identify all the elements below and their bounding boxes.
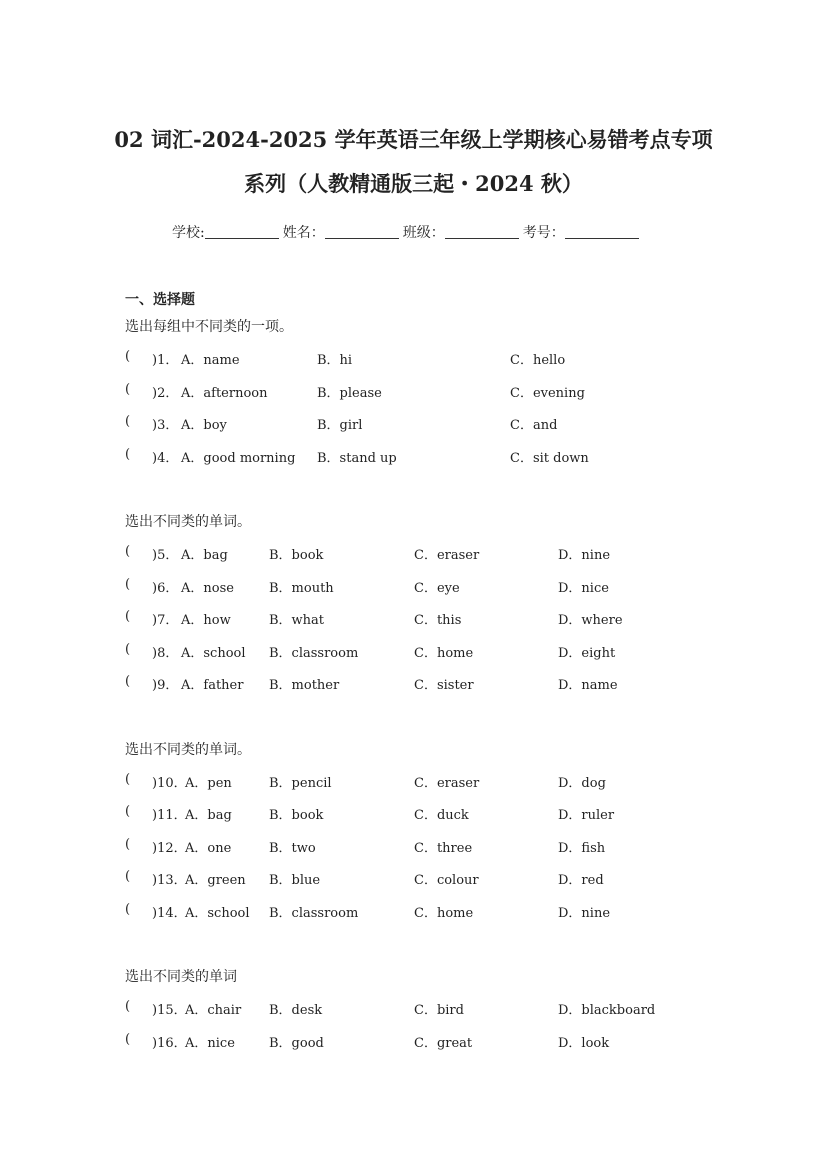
- question-row: [125, 804, 725, 824]
- answer-paren[interactable]: (: [125, 382, 131, 397]
- page-title: 02 词汇-2024-2025 学年英语三年级上学期核心易错考点专项: [114, 127, 713, 152]
- answer-paren[interactable]: (: [125, 577, 131, 592]
- option-b: B．blue: [269, 873, 321, 888]
- question-number: )13．: [152, 873, 187, 888]
- question-row: [125, 609, 725, 629]
- answer-paren[interactable]: (: [125, 1032, 131, 1047]
- question-number: )3．: [152, 418, 179, 433]
- option-d: D．dog: [558, 776, 606, 791]
- section-title: 一、选择题: [125, 292, 195, 308]
- option-a: A．boy: [181, 418, 227, 433]
- option-c: C．bird: [414, 1003, 464, 1018]
- group-instruction: 选出每组中不同类的一项。: [125, 319, 293, 335]
- answer-paren[interactable]: (: [125, 447, 131, 462]
- option-d: D．blackboard: [558, 1003, 656, 1018]
- question-number: )1．: [152, 353, 179, 368]
- question-row: [125, 999, 725, 1019]
- option-c: C．great: [414, 1036, 473, 1051]
- option-d: D．ruler: [558, 808, 615, 823]
- question-row: [125, 1032, 725, 1052]
- question-number: )7．: [152, 613, 179, 628]
- option-b: B．what: [269, 613, 325, 628]
- question-row: [125, 544, 725, 564]
- answer-paren[interactable]: (: [125, 349, 131, 364]
- option-c: C．eraser: [414, 776, 480, 791]
- option-a: A．green: [185, 873, 246, 888]
- option-c: C．this: [414, 613, 462, 628]
- page-subtitle: 系列（人教精通版三起・2024 秋）: [244, 171, 583, 196]
- option-d: D．name: [558, 678, 618, 693]
- answer-paren[interactable]: (: [125, 674, 131, 689]
- number-blank[interactable]: [565, 224, 639, 239]
- option-b: B．book: [269, 808, 324, 823]
- option-a: A．school: [185, 906, 250, 921]
- option-b: B．classroom: [269, 906, 359, 921]
- option-b: B．book: [269, 548, 324, 563]
- answer-paren[interactable]: (: [125, 609, 131, 624]
- group-instruction: 选出不同类的单词。: [125, 742, 251, 758]
- option-d: D．look: [558, 1036, 610, 1051]
- question-number: )16．: [152, 1036, 187, 1051]
- option-b: B．desk: [269, 1003, 323, 1018]
- name-blank[interactable]: [325, 224, 399, 239]
- question-row: [125, 869, 725, 889]
- option-b: B．mouth: [269, 581, 334, 596]
- option-b: B．hi: [317, 353, 353, 368]
- question-number: )4．: [152, 451, 179, 466]
- school-blank[interactable]: [205, 224, 279, 239]
- group-instruction: 选出不同类的单词。: [125, 514, 251, 530]
- option-a: A．pen: [185, 776, 232, 791]
- option-b: B．good: [269, 1036, 324, 1051]
- option-d: D．where: [558, 613, 623, 628]
- answer-paren[interactable]: (: [125, 902, 131, 917]
- class-blank[interactable]: [445, 224, 519, 239]
- option-b: B．pencil: [269, 776, 332, 791]
- option-b: B．girl: [317, 418, 363, 433]
- number-label: 考号：: [522, 225, 565, 241]
- option-b: B．two: [269, 841, 316, 856]
- answer-paren[interactable]: (: [125, 642, 131, 657]
- option-d: D．red: [558, 873, 604, 888]
- question-row: [125, 674, 725, 694]
- option-c: C．colour: [414, 873, 479, 888]
- option-a: A．bag: [185, 808, 232, 823]
- option-c: C．duck: [414, 808, 469, 823]
- option-c: C．home: [414, 646, 474, 661]
- option-a: A．name: [181, 353, 240, 368]
- question-number: )15．: [152, 1003, 187, 1018]
- answer-paren[interactable]: (: [125, 837, 131, 852]
- answer-paren[interactable]: (: [125, 869, 131, 884]
- question-row: [125, 414, 725, 434]
- group-instruction: 选出不同类的单词: [125, 969, 237, 985]
- question-number: )10．: [152, 776, 187, 791]
- option-a: A．bag: [181, 548, 228, 563]
- name-label: 姓名：: [282, 225, 325, 241]
- question-number: )9．: [152, 678, 179, 693]
- option-a: A．how: [181, 613, 231, 628]
- question-row: [125, 447, 725, 467]
- option-a: A．chair: [185, 1003, 242, 1018]
- option-d: D．nice: [558, 581, 609, 596]
- answer-paren[interactable]: (: [125, 544, 131, 559]
- school-label: 学校:: [172, 225, 205, 241]
- option-c: C．hello: [510, 353, 566, 368]
- answer-paren[interactable]: (: [125, 999, 131, 1014]
- option-a: A．nice: [185, 1036, 235, 1051]
- question-row: [125, 837, 725, 857]
- option-b: B．mother: [269, 678, 340, 693]
- question-number: )12．: [152, 841, 187, 856]
- option-d: D．nine: [558, 906, 611, 921]
- option-a: A．afternoon: [181, 386, 268, 401]
- option-a: A．one: [185, 841, 232, 856]
- question-row: [125, 642, 725, 662]
- question-number: )5．: [152, 548, 179, 563]
- answer-paren[interactable]: (: [125, 772, 131, 787]
- question-row: [125, 577, 725, 597]
- question-number: )11．: [152, 808, 187, 823]
- question-row: [125, 349, 725, 369]
- option-c: C．and: [510, 418, 558, 433]
- question-row: [125, 772, 725, 792]
- question-number: )6．: [152, 581, 179, 596]
- answer-paren[interactable]: (: [125, 804, 131, 819]
- option-c: C．sister: [414, 678, 474, 693]
- option-a: A．nose: [181, 581, 234, 596]
- question-row: [125, 902, 725, 922]
- option-a: A．father: [181, 678, 244, 693]
- option-b: B．stand up: [317, 451, 397, 466]
- option-d: D．nine: [558, 548, 611, 563]
- option-a: A．school: [181, 646, 246, 661]
- option-c: C．three: [414, 841, 473, 856]
- option-c: C．evening: [510, 386, 585, 401]
- option-c: C．eraser: [414, 548, 480, 563]
- option-d: D．eight: [558, 646, 616, 661]
- option-b: B．classroom: [269, 646, 359, 661]
- question-row: [125, 382, 725, 402]
- option-b: B．please: [317, 386, 382, 401]
- question-number: )2．: [152, 386, 179, 401]
- option-d: D．fish: [558, 841, 606, 856]
- question-number: )8．: [152, 646, 179, 661]
- answer-paren[interactable]: (: [125, 414, 131, 429]
- class-label: 班级：: [402, 225, 445, 241]
- student-info: [172, 222, 643, 242]
- option-c: C．eye: [414, 581, 460, 596]
- option-a: A．good morning: [181, 451, 296, 466]
- option-c: C．sit down: [510, 451, 589, 466]
- option-c: C．home: [414, 906, 474, 921]
- question-number: )14．: [152, 906, 187, 921]
